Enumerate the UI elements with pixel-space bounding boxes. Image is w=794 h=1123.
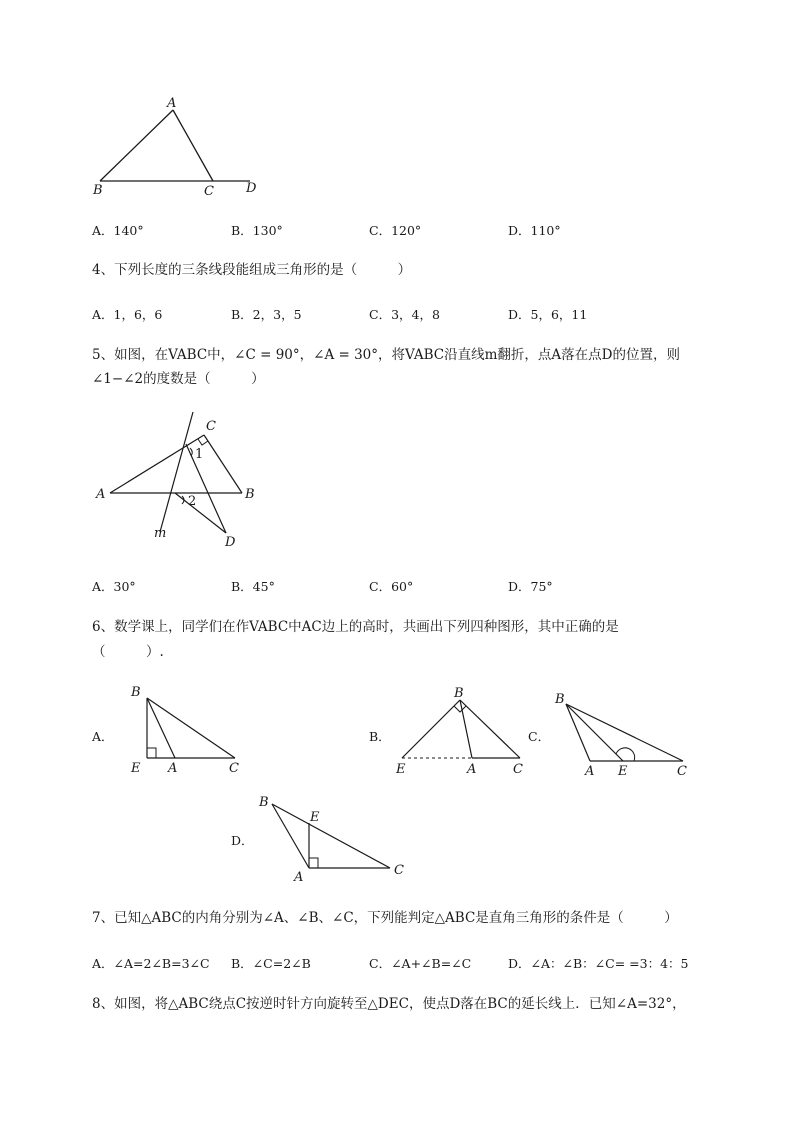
q5-label-b: B xyxy=(245,487,255,502)
q4-option-c: C．3，4，8 xyxy=(369,307,440,322)
q7-option-d: D．∠A：∠B：∠C= =3：4：5 xyxy=(508,956,689,971)
q3-triangle-figure xyxy=(85,92,275,202)
q5-label-angle2: 2 xyxy=(188,494,197,509)
q3-label-b: B xyxy=(93,183,103,198)
q6a-label-c: C xyxy=(229,761,239,776)
q5-label-angle1: 1 xyxy=(195,447,204,462)
q5-option-a: A．30° xyxy=(92,579,136,594)
q6d-label-e: E xyxy=(310,810,320,825)
q3-label-c: C xyxy=(204,184,214,199)
q6a-label-e: E xyxy=(131,761,141,776)
q6-option-c-label: C． xyxy=(528,729,551,744)
q8-stem: 8、如图，将△ABC绕点C按逆时针方向旋转至△DEC，使点D落在BC的延长线上．已知∠A=32°， xyxy=(92,996,686,1012)
q6-figure-c xyxy=(548,682,698,777)
q3-option-c: C．120° xyxy=(369,223,422,238)
q6d-label-b: B xyxy=(259,795,269,810)
q3-option-d: D．110° xyxy=(508,223,561,238)
q4-option-b: B．2，3，5 xyxy=(231,307,302,322)
q6-option-a-label: A． xyxy=(92,729,114,744)
q6d-label-c: C xyxy=(394,863,404,878)
q5-stem-line2: ∠1−∠2的度数是（ ） xyxy=(92,371,265,387)
q6c-label-a: A xyxy=(585,764,595,779)
q7-option-b: B．∠C=2∠B xyxy=(231,956,311,971)
q3-option-a: A．140° xyxy=(92,223,144,238)
q5-option-c: C．60° xyxy=(369,579,414,594)
q5-stem-line1: 5、如图，在VABC中，∠C = 90°，∠A = 30°，将VABC沿直线m翻折，点A落在点D的位置，则 xyxy=(92,347,680,363)
q5-option-d: D．75° xyxy=(508,579,553,594)
q5-label-c: C xyxy=(206,419,216,434)
q6a-label-a: A xyxy=(168,761,178,776)
q3-option-b: B．130° xyxy=(231,223,283,238)
q7-stem: 7、已知△ABC的内角分别为∠A、∠B、∠C，下列能判定△ABC是直角三角形的条件是（ ） xyxy=(92,910,678,926)
q5-option-b: B．45° xyxy=(231,579,275,594)
q6-figure-b xyxy=(390,682,535,777)
q6-stem-line2: （ ）. xyxy=(92,644,164,660)
q6-option-d-label: D． xyxy=(231,833,254,848)
q6-figure-a xyxy=(125,682,255,777)
q6c-label-b: B xyxy=(555,692,565,707)
q6b-label-e: E xyxy=(396,762,406,777)
q6c-label-e: E xyxy=(618,764,628,779)
q6-stem-line1: 6、数学课上，同学们在作VABC中AC边上的高时，共画出下列四种图形，其中正确的是 xyxy=(92,619,619,635)
q6-figure-d xyxy=(252,790,417,885)
q5-label-a: A xyxy=(96,487,106,502)
q6c-label-c: C xyxy=(677,764,687,779)
q4-stem: 4、下列长度的三条线段能组成三角形的是（ ） xyxy=(92,262,412,278)
q3-label-d: D xyxy=(246,181,257,196)
q6-option-b-label: B． xyxy=(369,729,391,744)
q5-label-d: D xyxy=(225,535,236,550)
q6b-label-c: C xyxy=(513,762,523,777)
q6a-label-b: B xyxy=(131,685,141,700)
q6d-label-a: A xyxy=(294,870,304,885)
q3-label-a: A xyxy=(167,96,177,111)
q7-option-a: A．∠A=2∠B=3∠C xyxy=(92,956,210,971)
q7-option-c: C．∠A+∠B=∠C xyxy=(369,956,472,971)
q5-label-m: m xyxy=(154,526,167,541)
q6b-label-a: A xyxy=(467,762,477,777)
q6b-label-b: B xyxy=(454,686,464,701)
q4-option-a: A．1，6，6 xyxy=(92,307,163,322)
q4-option-d: D．5，6，11 xyxy=(508,307,588,322)
q5-fold-figure xyxy=(90,410,270,550)
